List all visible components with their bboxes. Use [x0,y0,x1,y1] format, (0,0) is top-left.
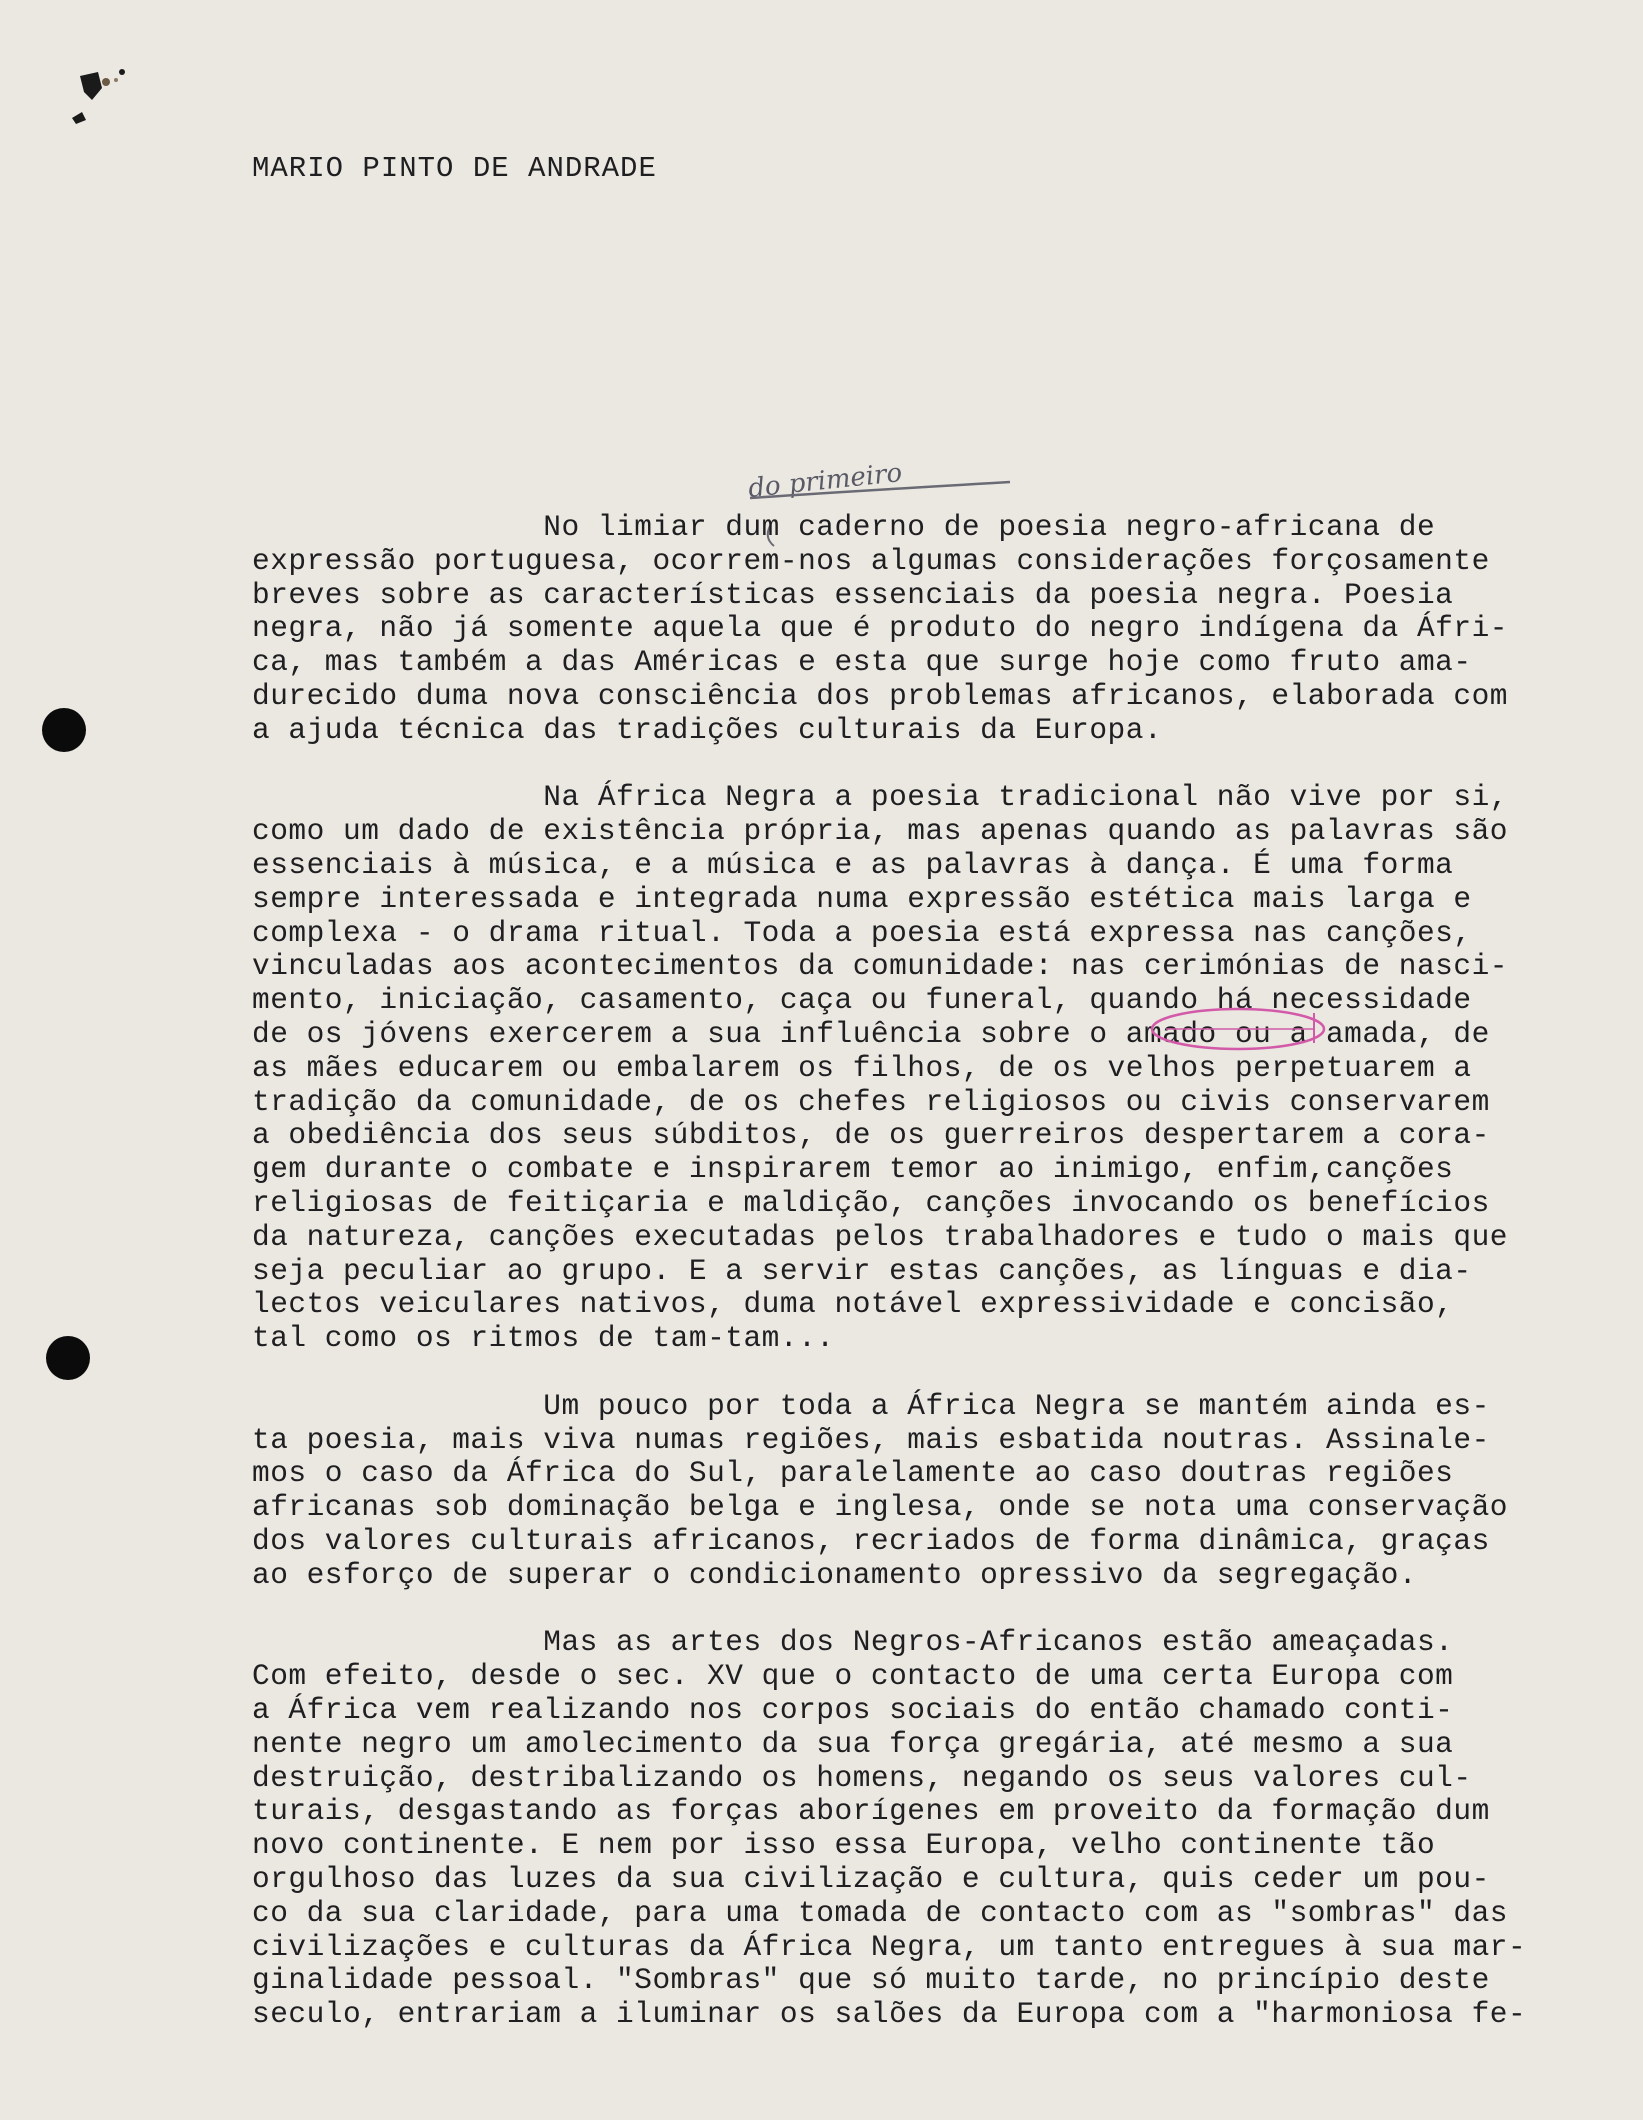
text-line: da natureza, canções executadas pelos trabalhadores e tudo o mais que [252,1219,1508,1254]
text-line: orgulhoso das luzes da sua civilização e cultura, quis ceder um pou- [252,1862,1490,1896]
text-line: sempre interessada e integrada numa expressão estética mais larga e [252,881,1472,916]
text-line: negra, não já somente aquela que é produto do negro indígena da Áfri- [252,611,1508,646]
text-line: vinculadas aos acontecimentos da comunidade: nas cerimónias de nasci- [252,949,1508,984]
text-line: a obediência dos seus súbditos, de os guerreiros despertarem a cora- [252,1118,1490,1153]
text-line: Um pouco por toda a África Negra se mantém ainda es- [252,1388,1490,1423]
text-line: tal como os ritmos de tam-tam... [252,1321,835,1356]
text-line: co da sua claridade, para uma tomada de contacto com as "sombras" das [252,1895,1508,1930]
text-line: destruição, destribalizando os homens, negando os seus valores cul- [252,1760,1472,1795]
text-line: complexa - o drama ritual. Toda a poesia está expressa nas canções, [252,915,1472,950]
text-line: gem durante o combate e inspirarem temor ao inimigo, enfim,canções [252,1152,1454,1187]
text-line: de os jóvens exercerem a sua influência sobre o amado ou a amada, de [252,1017,1490,1051]
text-line: breves sobre as características essenciais da poesia negra. Poesia [252,577,1454,612]
text-line: essenciais à música, e a música e as palavras à dança. É uma forma [252,848,1454,882]
text-line: a África vem realizando nos corpos sociais do então chamado conti- [252,1693,1454,1727]
text-line: tradição da comunidade, de os chefes religiosos ou civis conservarem [252,1084,1490,1119]
text-line: dos valores culturais africanos, recriados de forma dinâmica, graças [252,1524,1490,1558]
text-line: como um dado de existência própria, mas apenas quando as palavras são [252,814,1508,849]
text-line: as mães educarem ou embalarem os filhos, de os velhos perpetuarem a [252,1050,1472,1085]
handwritten-annotation: do primeiro [746,458,904,504]
text-line: ca, mas também a das Américas e esta que surge hoje como fruto ama- [252,645,1472,680]
text-line: novo continente. E nem por isso essa Europa, velho continente tão [252,1828,1436,1863]
text-line: nente negro um amolecimento da sua força gregária, até mesmo a sua [252,1726,1454,1761]
text-line: ao esforço de superar o condicionamento opressivo da segregação. [252,1557,1417,1592]
text-line: No limiar dum caderno de poesia negro-africana de [252,510,1436,544]
pink-correction-mark [1146,1003,1386,1053]
text-line: lectos veiculares nativos, duma notável expressividade e concisão, [252,1287,1454,1322]
text-line: a ajuda técnica das tradições culturais da Europa. [252,712,1163,747]
text-line: seculo, entrariam a iluminar os salões da Europa com a "harmoniosa fe- [252,1997,1527,2032]
text-line: civilizações e culturas da África Negra, um tanto entregues à sua mar- [252,1929,1527,1964]
punch-hole-bottom [46,1336,90,1380]
author-heading: MARIO PINTO DE ANDRADE [252,152,657,185]
text-line: religiosas de feitiçaria e maldição, canções invocando os benefícios [252,1186,1490,1220]
text-line: Com efeito, desde o sec. XV que o contacto de uma certa Europa com [252,1659,1454,1694]
text-line: mos o caso da África do Sul, paralelamente ao caso doutras regiões [252,1456,1454,1491]
punch-hole-top [42,708,86,752]
text-line: africanas sob dominação belga e inglesa, onde se nota uma conservação [252,1490,1508,1525]
text-line: expressão portuguesa, ocorrem-nos algumas considerações forçosamente [252,543,1490,578]
text-line: ta poesia, mais viva numas regiões, mais esbatida noutras. Assinale- [252,1422,1490,1457]
text-line: durecido duma nova consciência dos problemas africanos, elaborada com [252,679,1508,713]
text-line: Mas as artes dos Negros-Africanos estão ameaçadas. [252,1625,1454,1660]
text-line: turais, desgastando as forças aborígenes em proveito da formação dum [252,1794,1490,1829]
text-line: ginalidade pessoal. "Sombras" que só muito tarde, no princípio deste [252,1963,1490,1998]
ink-blot [72,66,162,136]
text-line: seja peculiar ao grupo. E a servir estas canções, as línguas e dia- [252,1253,1472,1288]
text-line: mento, iniciação, casamento, caça ou funeral, quando há necessidade [252,983,1472,1018]
text-line: Na África Negra a poesia tradicional não vive por si, [252,780,1508,815]
